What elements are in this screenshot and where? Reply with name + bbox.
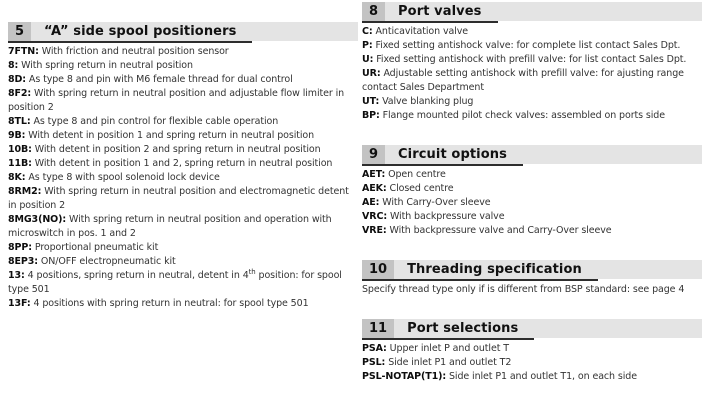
item-desc: Upper inlet P and outlet T [389,343,509,354]
list-item [8,171,358,185]
section-number: 8 [362,2,385,21]
list-item [362,39,702,53]
item-desc: 4 positions with spring return in neutral: for spool type 501 [33,298,309,309]
item-desc: As type 8 with spool solenoid lock device [28,172,220,183]
section-title: Port valves [398,4,482,19]
section-header-inner [362,260,598,281]
item-desc: With spring return in neutral position and operation with microswitch in pos. 1 and 2 [8,214,332,239]
column-left [8,22,358,311]
section-10 [362,260,702,297]
item-desc: With friction and neutral position sensor [41,46,229,57]
item-desc: With spring return in neutral position and adjustable flow limiter in position 2 [8,88,345,113]
item-desc: As type 8 and pin with M6 female thread for dual control [28,74,293,85]
section-8 [362,2,702,123]
item-code: U: [362,54,374,65]
list-item [8,255,358,269]
list-item [362,53,702,67]
item-desc: With detent in position 1 and spring return in neutral position [28,130,315,141]
list-item [362,168,702,182]
item-desc: With backpressure valve and Carry-Over sleeve [389,225,612,236]
item-code: UR: [362,68,381,79]
list-item [8,73,358,87]
column-right [362,2,702,384]
list-item [8,297,358,311]
item-code: PSL-NOTAP(T1): [362,371,447,382]
item-code: 7FTN: [8,46,39,57]
list-item [8,241,358,255]
list-item [362,196,702,210]
item-code: 9B: [8,130,26,141]
item-code: VRE: [362,225,387,236]
item-code: UT: [362,96,380,107]
item-code: C: [362,26,373,37]
section-body [362,164,702,238]
section-title: Port selections [407,321,519,336]
item-desc: Flange mounted pilot check valves: assembled on ports side [382,110,665,121]
item-desc: Proportional pneumatic kit [34,242,159,253]
list-item [362,25,702,39]
list-item [8,143,358,157]
item-code: 8MG3(NO): [8,214,67,225]
section-number: 9 [362,145,385,164]
list-item [362,356,702,370]
list-item [362,224,702,238]
section-body [362,279,702,297]
list-item [362,95,702,109]
item-desc: With backpressure valve [389,211,505,222]
list-item [362,182,702,196]
item-desc: Closed centre [389,183,454,194]
list-item [362,342,702,356]
section-title: “A” side spool positioners [44,24,237,39]
section-header-inner [362,145,523,166]
item-code: 8EP3: [8,256,38,267]
item-desc: With Carry-Over sleeve [382,197,491,208]
section-number: 11 [362,319,394,338]
item-code: 8TL: [8,116,31,127]
item-desc: Valve blanking plug [382,96,474,107]
item-code: P: [362,40,373,51]
list-item [362,370,702,384]
item-desc: ON/OFF electropneumatic kit [40,256,176,267]
item-code: 8PP: [8,242,32,253]
section-body [8,41,358,311]
item-desc: Fixed setting antishock valve: for complete list contact Sales Dpt. [375,40,681,51]
item-desc: With detent in position 2 and spring return in neutral position [34,144,321,155]
item-desc: With spring return in neutral position and electromagnetic detent in position 2 [8,186,349,211]
section-9 [362,145,702,238]
item-code: 10B: [8,144,32,155]
section-title: Threading specification [407,262,582,277]
section-header [362,2,702,21]
item-code: PSA: [362,343,387,354]
item-code: BP: [362,110,380,121]
list-item [8,185,358,213]
item-code: VRC: [362,211,388,222]
item-desc: As type 8 and pin control for flexible cable operation [33,116,279,127]
section-number: 10 [362,260,394,279]
item-desc: Fixed setting antishock with prefill valve: for list contact Sales Dpt. [376,54,687,65]
list-item [8,87,358,115]
section-header [362,319,702,338]
section-header [8,22,358,41]
list-item [8,115,358,129]
item-desc: With detent in position 1 and 2, spring return in neutral position [34,158,333,169]
section-title: Circuit options [398,147,507,162]
item-desc: Side inlet P1 and outlet T1, on each side [448,371,637,382]
section-text: Specify thread type only if is different from BSP standard: see page 4 [362,284,685,295]
section-header [362,260,702,279]
item-code: 13: [8,270,25,281]
section-header-inner [362,2,498,23]
item-desc: Side inlet P1 and outlet T2 [388,357,512,368]
item-code: AEK: [362,183,387,194]
section-number: 5 [8,22,31,41]
list-item [8,157,358,171]
item-code: 8RM2: [8,186,42,197]
section-body [362,338,702,384]
list-item [362,210,702,224]
list-item [8,129,358,143]
item-code: 8K: [8,172,26,183]
item-code: 8F2: [8,88,32,99]
item-code: 8D: [8,74,26,85]
list-item [8,213,358,241]
item-desc: Open centre [388,169,446,180]
section-5 [8,22,358,311]
section-header-inner [8,22,252,43]
section-body [362,21,702,123]
item-code: 8: [8,60,19,71]
item-code: 13F: [8,298,31,309]
item-code: PSL: [362,357,386,368]
list-item [8,269,358,297]
section-header-inner [362,319,534,340]
item-code: AET: [362,169,386,180]
item-desc: Adjustable setting antishock with prefill valve: for ajusting range contact Sales Department [362,68,684,93]
section-11 [362,319,702,384]
item-desc: 4 positions, spring return in neutral, detent in 4th position: for spool type 501 [8,267,342,295]
list-item [8,59,358,73]
superscript-text: th [248,267,256,276]
list-item [362,67,702,95]
list-item [362,109,702,123]
item-desc: Anticavitation valve [375,26,469,37]
list-item [8,45,358,59]
item-desc: With spring return in neutral position [21,60,193,71]
item-code: 11B: [8,158,32,169]
section-header [362,145,702,164]
item-code: AE: [362,197,380,208]
